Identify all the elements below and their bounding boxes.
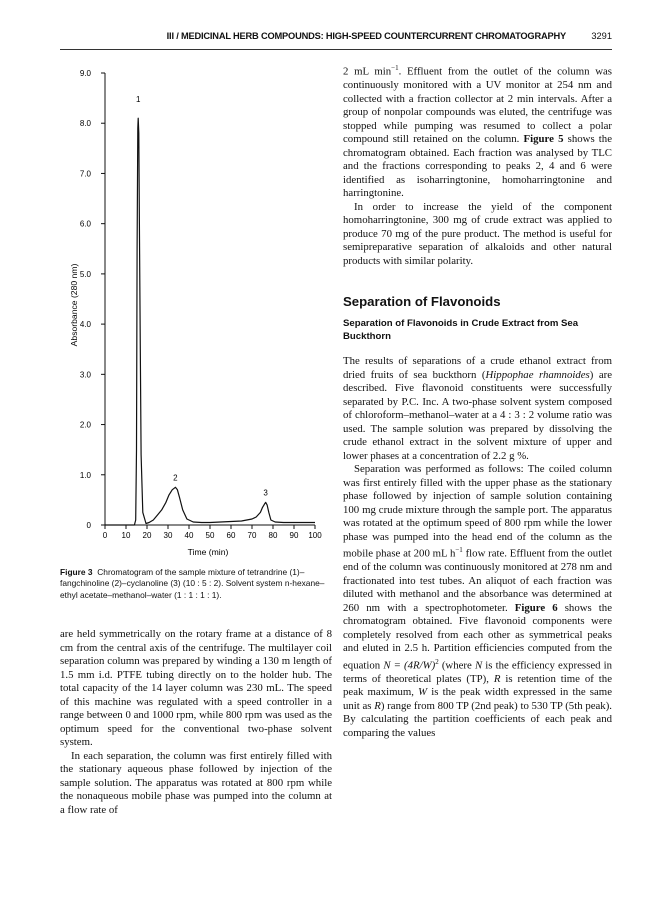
- x-tick-label: 50: [205, 531, 215, 540]
- y-axis-title: Absorbance (280 nm): [69, 263, 79, 347]
- y-tick-label: 0: [86, 521, 91, 530]
- y-tick-label: 9.0: [79, 69, 91, 78]
- y-tick-label: 7.0: [79, 169, 91, 179]
- section-heading: Separation of Flavonoids: [343, 294, 501, 310]
- peak-label-2: 2: [173, 473, 178, 483]
- figure-6-ref: Figure 6: [514, 601, 558, 614]
- x-tick-label: 100: [308, 531, 322, 540]
- page-number: 3291: [591, 31, 612, 41]
- right-text-column: [343, 62, 612, 740]
- y-tick-label: 4.0: [79, 320, 91, 330]
- y-tick-label: 2.0: [79, 420, 91, 430]
- x-tick-label: 70: [247, 531, 257, 540]
- x-tick-label: 60: [226, 531, 236, 540]
- x-tick-label: 0: [102, 531, 108, 540]
- x-tick-label: 40: [184, 531, 194, 540]
- y-tick-label: 5.0: [79, 269, 91, 279]
- right-paragraph-3: The results of separations of a crude ethanol extract from dried fruits of sea buckthorn (Hippophae rhamnoides) are described. Five flavonoid constituents were successfully separated by P.C. Inc. A two-phase solvent system composed of chloroform–methanol–water at a 4 : 3 : 2 volume ratio was used. The sample solution was prepared by dissolving the crude ethanol extract in the solvent mixture of upper and lower phases at a concentration of 2.2 g %.: [343, 355, 612, 462]
- left-paragraph-2: In each separation, the column was first entirely filled with the stationary aqueous phase followed by injection of the sample solution. The apparatus was rotated at 800 rpm while the nonaqueous mobile phase was pumped into the column at a flow rate of: [60, 749, 332, 816]
- y-tick-label: 1.0: [79, 470, 91, 480]
- figure-5-ref: Figure 5: [523, 133, 564, 146]
- chromatogram-figure: [60, 55, 330, 565]
- equation: N = (4R/W): [383, 659, 436, 672]
- x-axis-title: Time (min): [187, 547, 229, 557]
- right-paragraph-4: Separation was performed as follows: The coiled column was first entirely filled with the upper phase as the stationary phase followed by injection of sample solution containing 100 mg crude mixture through the sample port. The apparatus was rotated at the optimum speed of 800 rpm while the lower phase was pumped into the head end of the column as the mobile phase at 200 mL $h^{-1}$ flow rate. Effluent from the outlet end of the column was continuously monitored at 278 nm and fractionated into test tubes. An aliquot of each fraction was diluted with methanol and the absorbance was determined at 260 nm with a spectrophotometer. Figure 6 shows the chromatogram obtained. Five flavonoid components were completely resolved from each other as symmetrical peaks and eluted in 2.5 h. Partition efficiencies computed from the equation $N = (4R/W)^2$ (where N is the efficiency expressed in terms of theoretical plates (TP), R is retention time of the peak maximum, W is the peak width expressed in the same unit as R) range from 800 TP (2nd peak) to 530 TP (5th peak). By calculating the partition coefficients of each peak and comparing the values: [343, 463, 613, 739]
- y-tick-label: 6.0: [79, 219, 91, 229]
- left-text-column: [60, 628, 332, 817]
- x-tick-label: 20: [142, 531, 152, 540]
- peak-label-3: 3: [263, 488, 268, 498]
- figure-caption: [60, 567, 332, 601]
- right-paragraph-1: 2 mL $\min^{-1}$. Effluent from the outlet of the column was continuously monitored with a UV monitor at 254 nm and collected with a fraction collector at 2 min intervals. After a group of nonpolar compounds was eluted, the centrifuge was stopped while pumping was resumed to collect a polar compound still retained on the column. Figure 5 shows the chromatogram obtained. Each fraction was analysed by TLC and the fractions corresponding to peaks 2, 4 and 6 were identified as isoharringtonine, homoharringtonine and harringtonine.: [343, 64, 612, 200]
- chromatogram-chart: [60, 55, 330, 565]
- y-tick-label: 8.0: [79, 119, 91, 129]
- figure-caption-text: Chromatogram of the sample mixture of tetrandrine (1)–fangchinoline (2)–cyclanoline (3) (10 : 5 : 2). Solvent system n-hexane–ethyl acetate–methanol–water (1 : 1 : 1 : 1).: [60, 567, 325, 600]
- running-header: [60, 29, 612, 50]
- right-paragraph-2: In order to increase the yield of the component homoharringtonine, 300 mg of crude extract was applied to produce 70 mg of the pure product. The method is useful for semipreparative separation of alkaloids and other natural products with similar polarity.: [343, 200, 612, 267]
- figure-label: Figure 3: [60, 567, 93, 577]
- x-tick-label: 10: [121, 531, 131, 540]
- running-title: III / MEDICINAL HERB COMPOUNDS: HIGH-SPEED COUNTERCURRENT CHROMATOGRAPHY: [166, 31, 566, 41]
- x-tick-label: 90: [289, 531, 299, 540]
- chromatogram-trace: [105, 118, 315, 525]
- left-paragraph-1: are held symmetrically on the rotary frame at a distance of 8 cm from the central axis of the centrifuge. The multilayer coil separation column was prepared by winding a 130 m length of 1.5 mm i.d. PTFE tubing directly on to the holder hub. The total capacity of the 14 layer column was 230 mL. The speed of this machine was regulated with a speed controller in a range between 0 and 1000 rpm, while 800 rpm was used as the optimum speed for the conventional two-phase solvent system.: [60, 628, 332, 748]
- x-tick-label: 80: [268, 531, 278, 540]
- y-tick-label: 3.0: [79, 370, 91, 380]
- subsection-heading: Separation of Flavonoids in Crude Extract from Sea Buckthorn: [343, 318, 579, 342]
- x-tick-label: 30: [163, 531, 173, 540]
- peak-label-1: 1: [135, 95, 141, 105]
